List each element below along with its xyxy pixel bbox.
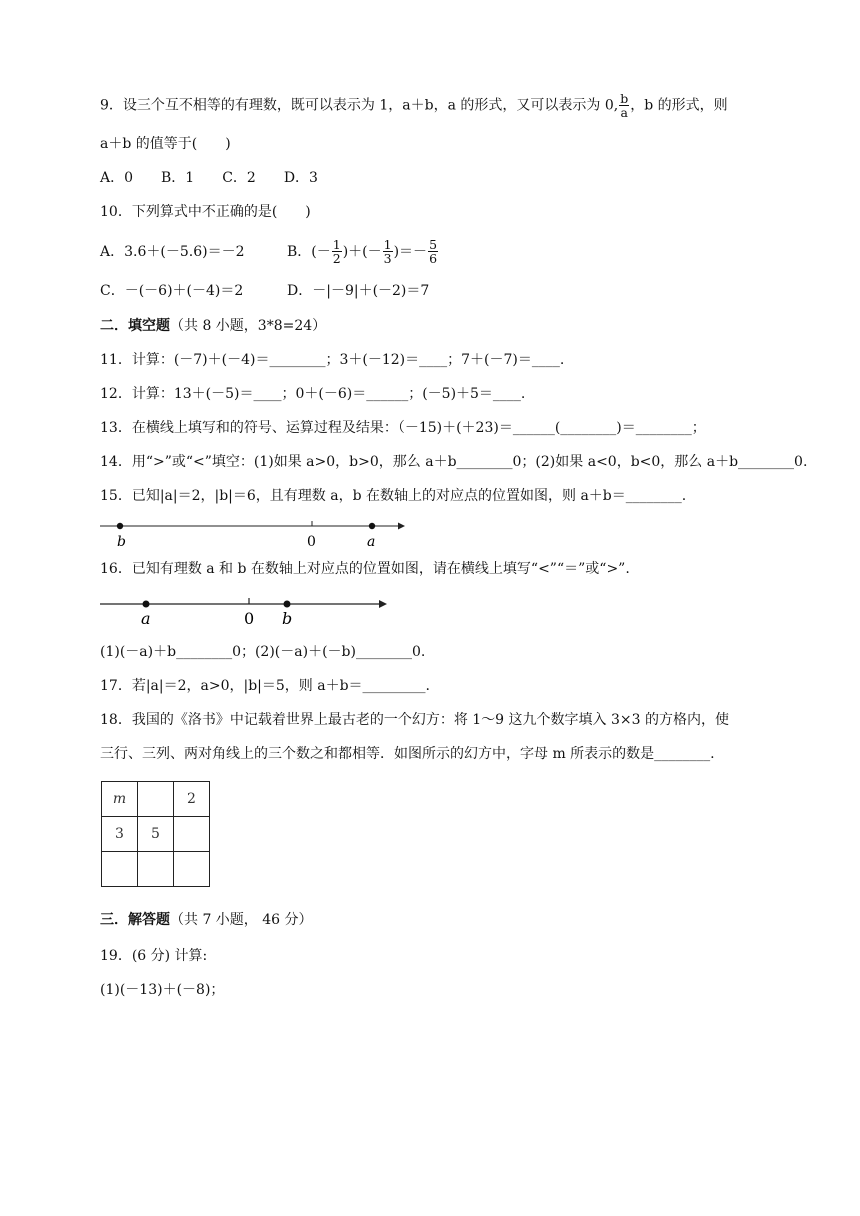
grid-row — [102, 852, 210, 887]
label-b: b — [117, 534, 126, 550]
point-b — [117, 523, 123, 529]
label-a: a — [141, 609, 151, 628]
number-line-q15 — [0, 512, 420, 552]
grid-cell: m — [102, 782, 138, 817]
question-11: 11．计算：(－7)＋(－4)＝________；3＋(－12)＝____；7＋(－7)＝____. — [100, 352, 565, 368]
fraction-one-third: $\frac{1}{3}$ — [383, 237, 392, 266]
grid-cell: 5 — [138, 817, 174, 852]
grid-cell — [174, 817, 210, 852]
question-12: 12．计算：13＋(－5)＝____；0＋(－6)＝______；(－5)＋5＝____. — [100, 386, 526, 402]
section-3-heading — [100, 910, 313, 930]
question-9-line-1 — [100, 92, 728, 119]
grid-row — [102, 782, 210, 817]
q9-text-part2: ，b 的形式，则 — [630, 97, 728, 114]
magic-square-grid — [101, 781, 210, 887]
q10-option-d: D．－|－9|＋(－2)＝7 — [287, 283, 430, 299]
question-9-options: A．0 B．1 C．2 D．3 — [100, 170, 318, 186]
point-a — [143, 601, 150, 608]
point-a — [369, 523, 375, 529]
number-line-q16 — [0, 590, 420, 630]
arrow-head-icon — [398, 523, 405, 530]
section-2-title: 二．填空题 — [100, 318, 170, 334]
grid-cell — [138, 852, 174, 887]
fraction-b-over-a: $\frac{b}{a}$ — [620, 91, 629, 120]
question-14: 14．用“>”或“<”填空：(1)如果 a>0，b>0，那么 a＋b________0；(2)如果 a<0，b<0，那么 a＋b________0. — [100, 454, 808, 470]
label-b: b — [282, 609, 293, 628]
point-b — [284, 601, 291, 608]
q10-option-c: C．－(－6)＋(－4)＝2 — [100, 283, 244, 299]
question-19-part-1: (1)(－13)＋(－8)； — [100, 982, 225, 998]
q10-option-b: B．(－ $\frac{1}{2}$ )＋(－ $\frac{1}{3}$ )＝－ $\frac{5}{6}$ — [287, 237, 438, 266]
question-18-line-1: 18．我国的《洛书》中记载着世界上最古老的一个幻方：将 1～9 这九个数字填入 3×3 的方格内，使 — [100, 712, 729, 728]
question-15: 15．已知|a|＝2，|b|＝6，且有理数 a，b 在数轴上的对应点的位置如图，则 a＋b＝________. — [100, 488, 687, 504]
question-16-answer: (1)(－a)＋b________0；(2)(－a)＋(－b)________0. — [100, 644, 426, 660]
grid-row — [102, 817, 210, 852]
question-10-options-cd — [100, 281, 429, 301]
grid-cell — [174, 852, 210, 887]
label-zero: 0 — [307, 534, 316, 550]
label-a: a — [367, 534, 376, 550]
label-zero: 0 — [244, 609, 255, 628]
fraction-one-half: $\frac{1}{2}$ — [332, 237, 341, 266]
section-2-note: （共 8 小题，3*8=24） — [170, 318, 327, 334]
fraction-five-sixths: $\frac{5}{6}$ — [429, 237, 438, 266]
grid-cell: 2 — [174, 782, 210, 817]
section-2-heading — [100, 316, 326, 336]
section-3-title: 三．解答题 — [100, 912, 170, 928]
section-3-note: （共 7 小题， 46 分） — [170, 912, 313, 928]
question-10-options-ab — [100, 238, 439, 265]
grid-cell — [138, 782, 174, 817]
grid-cell: 3 — [102, 817, 138, 852]
question-18-line-2: 三行、三列、两对角线上的三个数之和都相等．如图所示的幻方中，字母 m 所表示的数是________. — [100, 746, 715, 762]
arrow-head-icon — [379, 600, 387, 608]
question-10-stem: 10．下列算式中不正确的是( ) — [100, 204, 311, 220]
q10-option-a: A．3.6＋(－5.6)＝－2 — [100, 243, 245, 260]
question-9-line-2: a＋b 的值等于( ) — [100, 136, 231, 152]
question-16: 16．已知有理数 a 和 b 在数轴上对应点的位置如图，请在横线上填写“<”“＝”或“>”. — [100, 561, 630, 577]
question-19-stem: 19．(6 分) 计算: — [100, 948, 208, 964]
question-17: 17．若|a|＝2，a>0，|b|＝5，则 a＋b＝_________. — [100, 678, 430, 694]
q9-text-part1: 9．设三个互不相等的有理数，既可以表示为 1，a＋b，a 的形式，又可以表示为 0, — [100, 97, 619, 114]
question-13: 13．在横线上填写和的符号、运算过程及结果：（－15)＋(＋23)＝______(________)＝________； — [100, 420, 706, 436]
grid-cell — [102, 852, 138, 887]
